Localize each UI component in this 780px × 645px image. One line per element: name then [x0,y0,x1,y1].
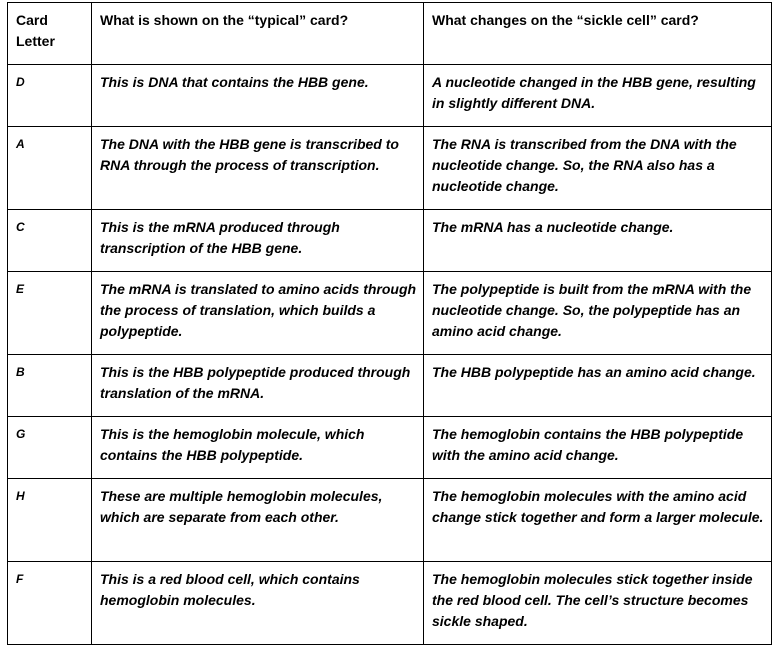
card-letter-cell: F [8,562,92,645]
sickle-cell-card-cell: The hemoglobin molecules stick together inside the red blood cell. The cell’s structure becomes sickle shaped. [424,562,772,645]
sickle-cell-card-cell: The mRNA has a nucleotide change. [424,210,772,272]
card-letter-cell: C [8,210,92,272]
card-letter-cell: D [8,65,92,127]
typical-card-cell: This is a red blood cell, which contains hemoglobin molecules. [92,562,424,645]
sickle-cell-card-cell: The hemoglobin contains the HBB polypeptide with the amino acid change. [424,417,772,479]
card-letter-cell: A [8,127,92,210]
table-row [8,562,772,645]
typical-card-cell: This is DNA that contains the HBB gene. [92,65,424,127]
card-letter-cell: G [8,417,92,479]
typical-card-cell: This is the HBB polypeptide produced through translation of the mRNA. [92,355,424,417]
header-card-letter: Card Letter [8,3,92,65]
card-letter-cell: E [8,272,92,355]
typical-card-cell: The mRNA is translated to amino acids through the process of translation, which builds a polypeptide. [92,272,424,355]
table-row [8,210,772,272]
typical-card-cell: This is the hemoglobin molecule, which contains the HBB polypeptide. [92,417,424,479]
card-letter-cell: B [8,355,92,417]
header-typical-card: What is shown on the “typical” card? [92,3,424,65]
header-sickle-cell-card: What changes on the “sickle cell” card? [424,3,772,65]
sickle-cell-card-cell: The polypeptide is built from the mRNA with the nucleotide change. So, the polypeptide has an amino acid change. [424,272,772,355]
table-row [8,479,772,562]
table-row [8,355,772,417]
table-row [8,417,772,479]
typical-card-cell: This is the mRNA produced through transcription of the HBB gene. [92,210,424,272]
sickle-cell-card-cell: The RNA is transcribed from the DNA with the nucleotide change. So, the RNA also has a nucleotide change. [424,127,772,210]
card-letter-cell: H [8,479,92,562]
table-row [8,127,772,210]
table-header-row [8,3,772,65]
sickle-cell-card-cell: The hemoglobin molecules with the amino acid change stick together and form a larger molecule. [424,479,772,562]
sickle-cell-card-cell: A nucleotide changed in the HBB gene, resulting in slightly different DNA. [424,65,772,127]
table-row [8,65,772,127]
typical-card-cell: The DNA with the HBB gene is transcribed to RNA through the process of transcription. [92,127,424,210]
typical-card-cell: These are multiple hemoglobin molecules, which are separate from each other. [92,479,424,562]
table-row [8,272,772,355]
card-comparison-table [7,2,772,645]
sickle-cell-card-cell: The HBB polypeptide has an amino acid change. [424,355,772,417]
